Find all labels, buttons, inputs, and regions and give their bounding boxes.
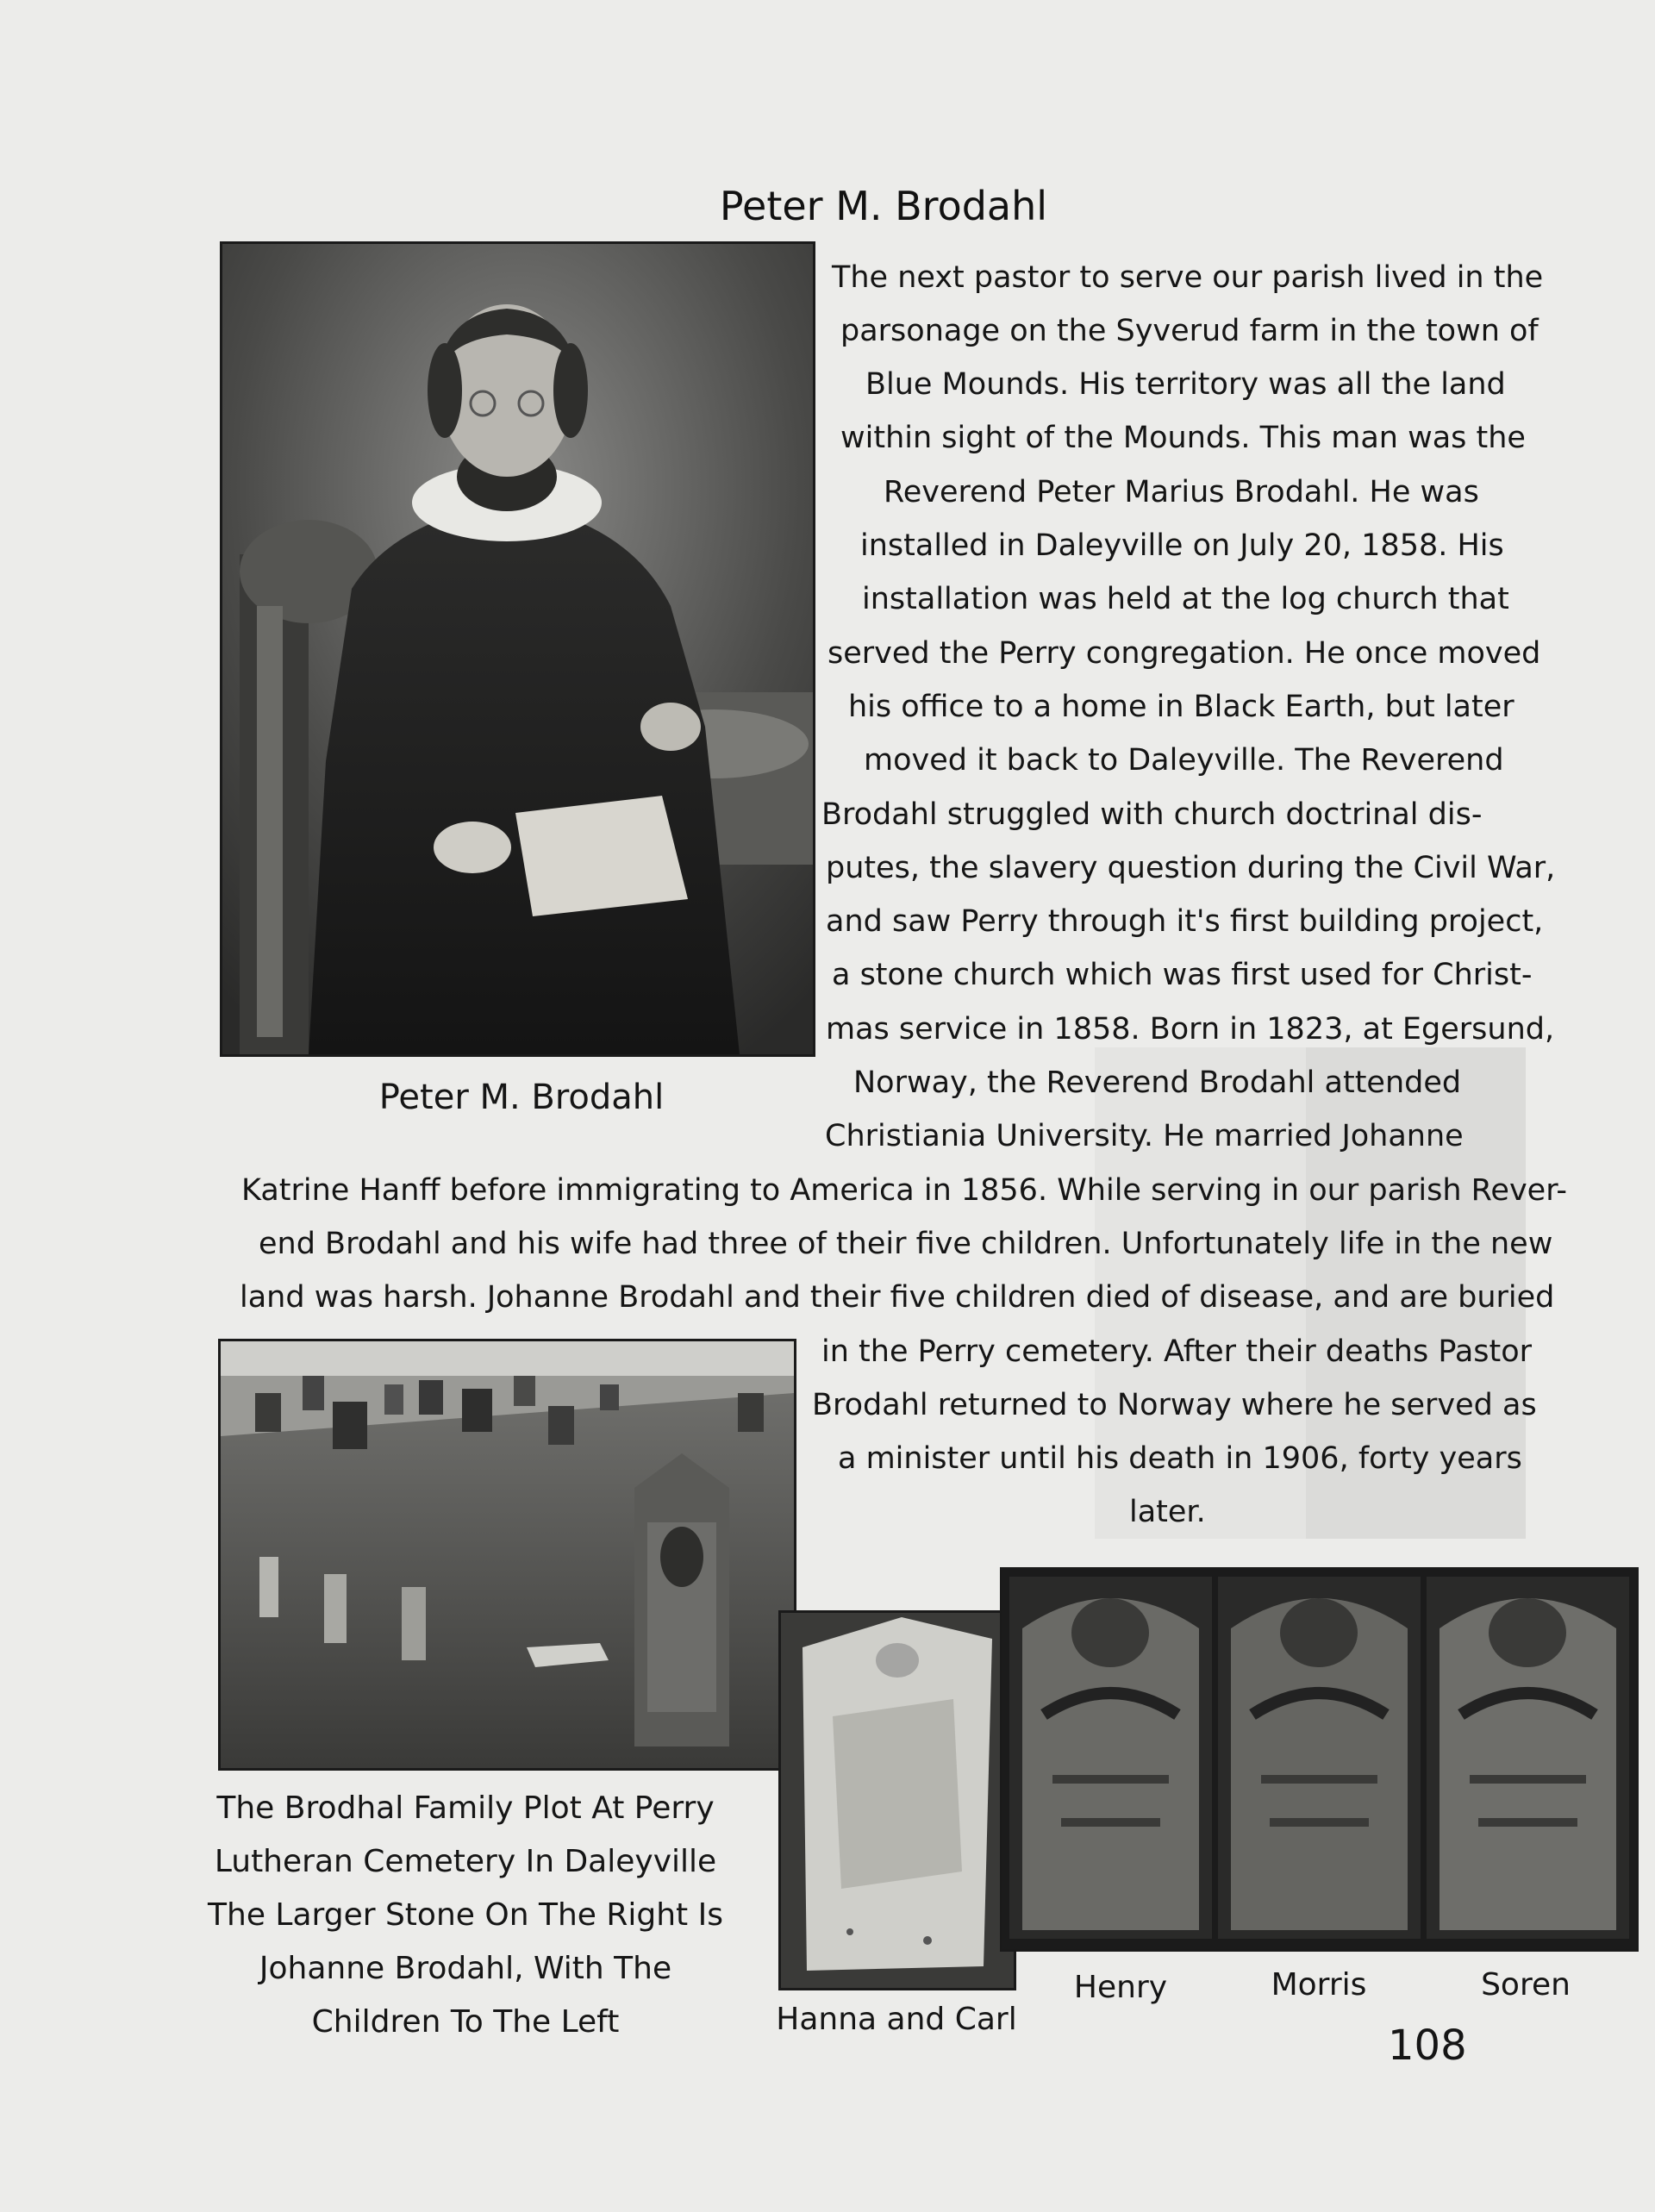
text-line: mas service in 1858. Born in 1823, at Egersund,: [826, 1012, 1555, 1047]
page-title: Peter M. Brodahl: [719, 183, 1048, 229]
gravestone-hanna-carl-caption: Hanna and Carl: [776, 2002, 1017, 2037]
portrait-caption: Peter M. Brodahl: [378, 1078, 665, 1117]
text-line: Christiania University. He married Johanne: [825, 1119, 1464, 1153]
text-line: moved it back to Daleyville. The Reverend: [864, 743, 1504, 778]
text-line: Brodahl returned to Norway where he served as: [812, 1388, 1537, 1422]
text-line: putes, the slavery question during the Civil War,: [826, 851, 1556, 885]
text-line: parsonage on the Syverud farm in the town of: [840, 314, 1539, 348]
gravestone-soren-caption: Soren: [1481, 1967, 1571, 2003]
text-line: installation was held at the log church that: [862, 582, 1509, 616]
family-plot-photo: [218, 1339, 796, 1771]
text-line: The next pastor to serve our parish lived in the: [832, 260, 1544, 295]
text-line: Reverend Peter Marius Brodahl. He was: [884, 475, 1479, 509]
portrait-photo: [220, 241, 815, 1057]
text-line: Norway, the Reverend Brodahl attended: [853, 1065, 1462, 1100]
text-line: Blue Mounds. His territory was all the land: [865, 367, 1506, 402]
caption-line: Johanne Brodahl, With The: [259, 1951, 672, 1986]
gravestone-hanna-carl-photo: [778, 1610, 1016, 1990]
gravestone-image: [781, 1613, 1014, 1988]
gravestone-morris-caption: Morris: [1271, 1967, 1367, 2003]
text-line: a stone church which was first used for Christ-: [832, 958, 1533, 992]
text-line: a minister until his death in 1906, forty years: [838, 1441, 1522, 1476]
text-line: his office to a home in Black Earth, but later: [848, 690, 1514, 724]
text-line: and saw Perry through it's first building project,: [826, 904, 1544, 939]
text-line: end Brodahl and his wife had three of their five children. Unfortunately life in the new: [259, 1227, 1553, 1261]
family-plot-caption: [207, 1782, 724, 2049]
cemetery-image: [221, 1341, 794, 1768]
gravestone-henry-image: [1009, 1577, 1212, 1939]
text-line: served the Perry congregation. He once moved: [828, 636, 1541, 671]
text-line: Katrine Hanff before immigrating to America in 1856. While serving in our parish Rever-: [241, 1173, 1567, 1208]
caption-line: The Brodhal Family Plot At Perry: [216, 1790, 715, 1826]
page-number: 108: [1388, 2021, 1467, 2070]
text-line: land was harsh. Johanne Brodahl and their five children died of disease, and are buried: [240, 1280, 1555, 1315]
caption-line: Children To The Left: [311, 2004, 620, 2040]
gravestone-henry-caption: Henry: [1073, 1970, 1168, 2005]
gravestone-morris-image: [1218, 1577, 1421, 1939]
text-line: installed in Daleyville on July 20, 1858. His: [860, 528, 1504, 563]
text-line: Brodahl struggled with church doctrinal dis-: [821, 797, 1483, 832]
caption-line: Lutheran Cemetery In Daleyville: [214, 1844, 717, 1879]
caption-line: The Larger Stone On The Right Is: [208, 1897, 723, 1933]
gravestones-henry-morris-soren-photo: [1000, 1567, 1639, 1952]
text-line: within sight of the Mounds. This man was the: [840, 421, 1526, 455]
text-line: in the Perry cemetery. After their deaths Pastor: [821, 1334, 1533, 1369]
portrait-image: [222, 244, 813, 1054]
gravestone-soren-image: [1427, 1577, 1629, 1939]
text-line: later.: [1129, 1495, 1206, 1529]
